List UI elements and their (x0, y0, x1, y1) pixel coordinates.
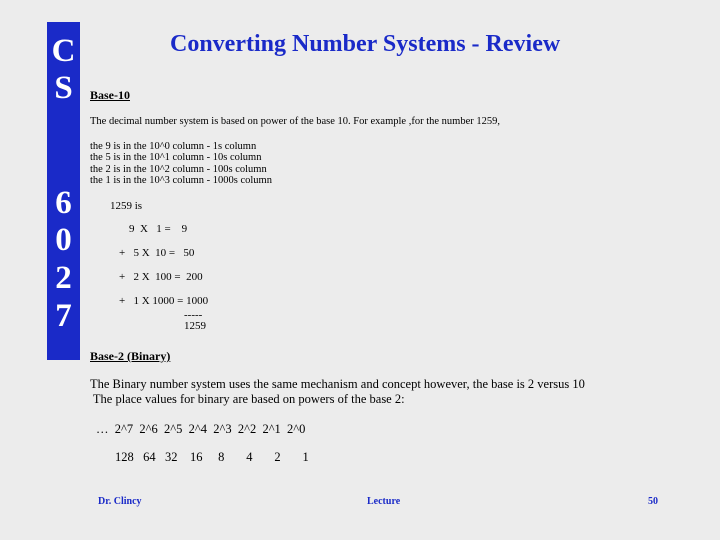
side-letter: 2 (55, 260, 72, 296)
column-line: the 9 is in the 10^0 column - 1s column (90, 141, 257, 152)
column-line: the 2 is in the 10^2 column - 100s column (90, 163, 267, 175)
binary-line: The place values for binary are based on powers of the base 2: (90, 392, 405, 406)
side-letter: S (54, 70, 73, 106)
calc-line: + 2 X 100 = 200 (119, 271, 203, 283)
page-number: 50 (648, 496, 658, 507)
footer-author: Dr. Clincy (98, 496, 142, 507)
binary-powers: … 2^7 2^6 2^5 2^4 2^3 2^2 2^1 2^0 (96, 422, 306, 436)
calc-line: 9 X 1 = 9 (129, 223, 188, 235)
side-letter: 6 (55, 185, 72, 221)
side-letter: C (51, 33, 76, 69)
section-heading-binary: Base-2 (Binary) (90, 349, 171, 363)
calc-line: + 1 X 1000 = 1000 (119, 295, 209, 307)
calc-intro: 1259 is (110, 200, 143, 212)
column-line: the 5 is in the 10^1 column - 10s column (90, 152, 262, 164)
calc-total: 1259 (184, 320, 206, 332)
base10-intro: The decimal number system is based on power of the base 10. For example ,for the number 1259, (90, 116, 500, 127)
slide-title: Converting Number Systems - Review (170, 31, 561, 57)
footer-center: Lecture (367, 496, 401, 507)
section-heading-base10: Base-10 (90, 88, 130, 102)
side-letter: 0 (55, 222, 72, 258)
calc-dashes: ----- (184, 309, 203, 321)
column-line: the 1 is in the 10^3 column - 1000s column (90, 174, 272, 186)
calc-line: + 5 X 10 = 50 (119, 247, 195, 259)
side-bar (47, 22, 80, 360)
binary-line: The Binary number system uses the same mechanism and concept however, the base is 2 versus 10 (90, 377, 585, 391)
side-letter: 7 (55, 298, 72, 334)
column-list (90, 141, 272, 186)
binary-values: 128 64 32 16 8 4 2 1 (115, 450, 309, 464)
